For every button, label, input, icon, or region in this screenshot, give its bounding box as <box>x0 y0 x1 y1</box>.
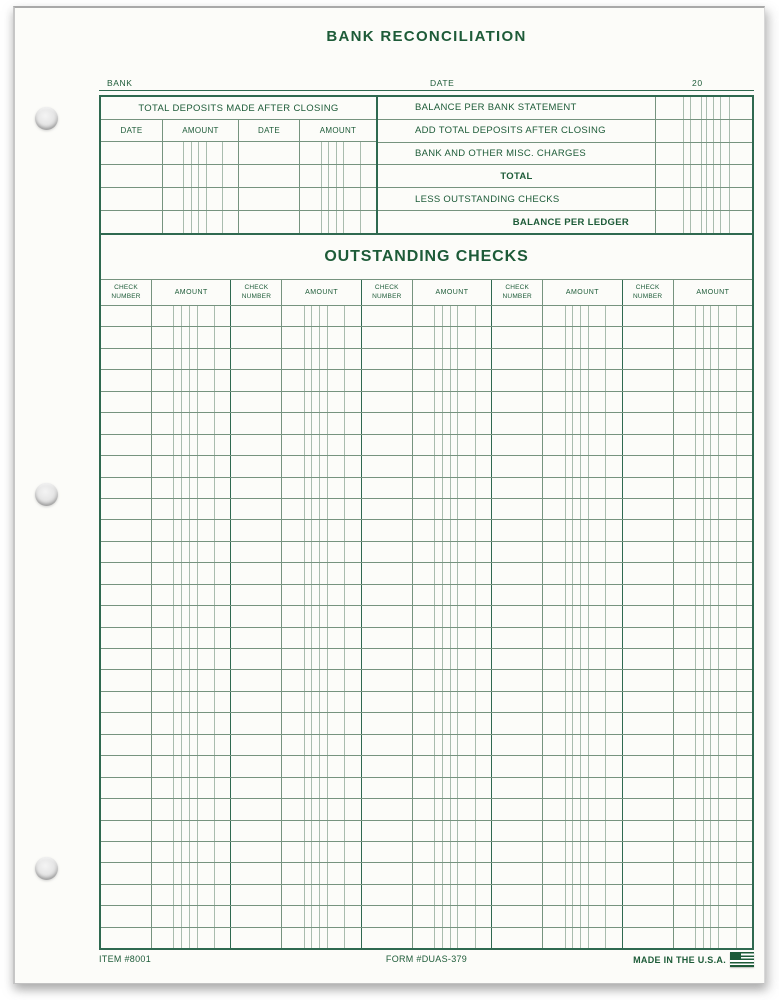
grid-row <box>101 821 752 842</box>
deposits-date-header: DATE <box>239 120 300 141</box>
check-number-header <box>623 280 674 305</box>
check-number-header-label: CHECK NUMBER <box>632 284 663 300</box>
deposits-amount-column <box>300 142 376 233</box>
check-amount-header-pair <box>623 280 752 305</box>
us-flag-icon <box>730 952 754 967</box>
made-in-usa-label: MADE IN THE U.S.A. <box>633 954 726 965</box>
grid-row <box>101 413 752 434</box>
summary-row-less-outstanding: LESS OUTSTANDING CHECKS <box>378 188 655 211</box>
check-amount-header-pair <box>231 280 361 305</box>
header-fields-rule <box>99 69 754 91</box>
check-number-header <box>492 280 543 305</box>
grid-cell <box>239 165 299 188</box>
summary-labels <box>378 97 656 233</box>
summary-table <box>378 95 754 235</box>
summary-row-add-deposits: ADD TOTAL DEPOSITS AFTER CLOSING <box>378 120 655 143</box>
grid-cell <box>300 142 376 165</box>
check-number-header <box>231 280 282 305</box>
grid-row <box>101 520 752 541</box>
grid-cell <box>656 97 752 120</box>
deposits-date-header: DATE <box>101 120 163 141</box>
punch-hole-bottom <box>35 857 58 880</box>
grid-row <box>101 649 752 670</box>
grid-row <box>101 306 752 327</box>
form-number: FORM #DUAS-379 <box>385 954 468 964</box>
footer <box>99 952 754 968</box>
summary-amount-column <box>656 97 752 233</box>
grid-row <box>101 542 752 563</box>
date-field-label: DATE <box>430 78 455 88</box>
amount-header: AMOUNT <box>305 289 339 296</box>
outstanding-checks-grid <box>101 306 752 948</box>
grid-cell <box>101 165 162 188</box>
outstanding-checks-table <box>99 235 754 950</box>
grid-cell <box>239 188 299 211</box>
grid-cell <box>656 143 752 166</box>
deposits-amount-header: AMOUNT <box>319 126 357 135</box>
grid-row <box>101 756 752 777</box>
made-in-usa <box>633 952 754 967</box>
deposits-amount-header: AMOUNT <box>163 120 239 141</box>
grid-cell <box>101 188 162 211</box>
grid-row <box>101 670 752 691</box>
item-number: ITEM #8001 <box>99 954 152 964</box>
amount-header: AMOUNT <box>435 289 469 296</box>
grid-row <box>101 327 752 348</box>
grid-row <box>101 435 752 456</box>
grid-cell <box>656 188 752 211</box>
grid-row <box>101 778 752 799</box>
grid-cell <box>300 165 376 188</box>
grid-cell <box>101 211 162 233</box>
grid-row <box>101 478 752 499</box>
deposits-date-column <box>239 142 300 233</box>
punch-hole-middle <box>35 483 58 506</box>
grid-row <box>101 563 752 584</box>
grid-cell <box>239 142 299 165</box>
grid-cell <box>101 142 162 165</box>
amount-header: AMOUNT <box>696 289 730 296</box>
grid-cell <box>656 211 752 233</box>
deposits-amount-column <box>163 142 239 233</box>
form-title: BANK RECONCILIATION <box>326 28 527 45</box>
grid-cell <box>656 120 752 143</box>
grid-cell <box>300 188 376 211</box>
grid-row <box>101 863 752 884</box>
grid-row <box>101 349 752 370</box>
check-number-header-label: CHECK NUMBER <box>241 284 272 300</box>
grid-cell <box>163 165 238 188</box>
outstanding-checks-column-headers <box>101 279 752 306</box>
summary-row-balance-per-bank: BALANCE PER BANK STATEMENT <box>378 97 655 120</box>
grid-row <box>101 713 752 734</box>
grid-cell <box>163 142 238 165</box>
grid-row <box>101 735 752 756</box>
grid-row <box>101 885 752 906</box>
deposits-column-headers <box>101 120 376 142</box>
check-number-header <box>362 280 413 305</box>
deposits-table-title: TOTAL DEPOSITS MADE AFTER CLOSING <box>101 97 376 120</box>
grid-row <box>101 456 752 477</box>
grid-row <box>101 499 752 520</box>
grid-cell <box>239 211 299 233</box>
amount-header: AMOUNT <box>174 289 208 296</box>
check-amount-header-pair <box>101 280 231 305</box>
grid-row <box>101 692 752 713</box>
paper-sheet <box>13 6 765 984</box>
check-number-header <box>101 280 152 305</box>
grid-cell <box>300 211 376 233</box>
amount-header: AMOUNT <box>565 289 599 296</box>
deposits-date-column <box>101 142 163 233</box>
deposits-table <box>99 95 378 235</box>
check-number-header-label: CHECK NUMBER <box>111 284 141 300</box>
grid-row <box>101 585 752 606</box>
summary-row-total: TOTAL <box>378 165 655 188</box>
summary-row-misc-charges: BANK AND OTHER MISC. CHARGES <box>378 143 655 166</box>
grid-cell <box>163 211 238 233</box>
bank-field-label: BANK <box>107 78 133 88</box>
grid-row <box>101 370 752 391</box>
grid-row <box>101 628 752 649</box>
grid-row <box>101 799 752 820</box>
grid-cell <box>656 165 752 188</box>
punch-hole-top <box>35 107 58 130</box>
grid-row <box>101 392 752 413</box>
grid-row <box>101 928 752 948</box>
check-amount-header-pair <box>362 280 492 305</box>
outstanding-checks-title: OUTSTANDING CHECKS <box>324 248 529 265</box>
summary-row-balance-per-ledger: BALANCE PER LEDGER <box>512 216 629 228</box>
grid-row <box>101 842 752 863</box>
check-number-header-label: CHECK NUMBER <box>372 284 402 300</box>
deposits-grid <box>101 142 376 233</box>
grid-row <box>101 906 752 927</box>
grid-rows-layer <box>101 306 752 948</box>
grid-cell <box>163 188 238 211</box>
year-label: 20 <box>692 78 703 88</box>
grid-row <box>101 606 752 627</box>
check-number-header-label: CHECK NUMBER <box>502 284 532 300</box>
check-amount-header-pair <box>492 280 622 305</box>
